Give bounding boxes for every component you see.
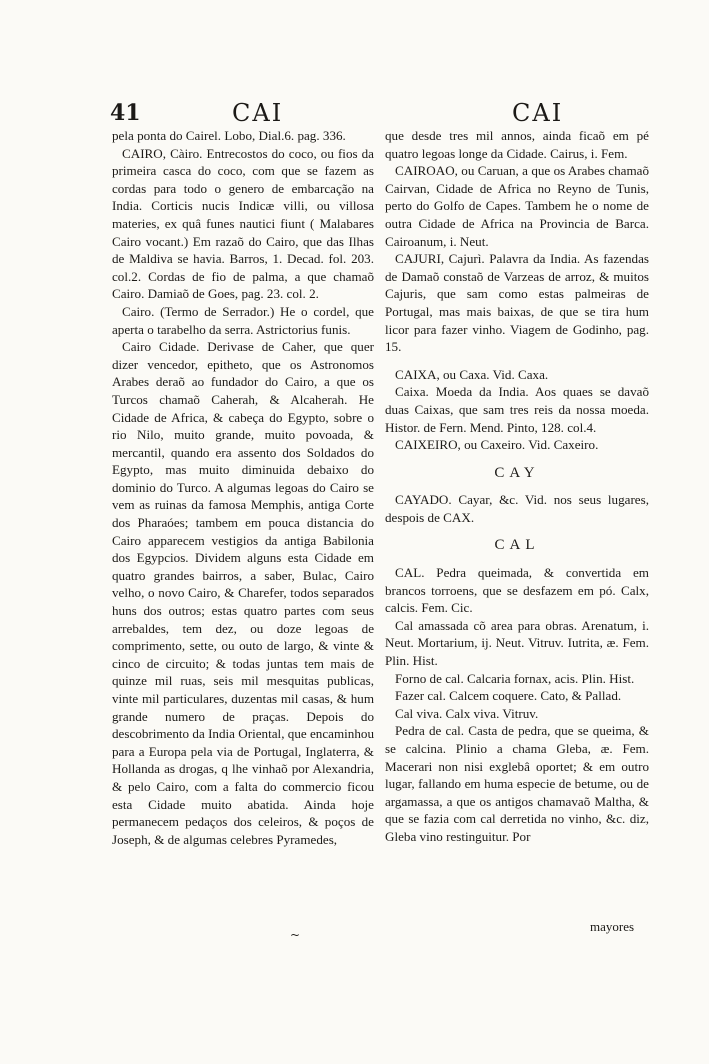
dictionary-entry: Cal amassada cõ area para obras. Arenatum, i. Neut. Mortarium, ij. Neut. Vitruv. Iutrita, æ. Fem. Plin. Hist. [385,617,649,669]
page-number: 41 [110,100,141,126]
dictionary-entry: CAIXEIRO, ou Caxeiro. Vid. Caxeiro. [395,437,599,453]
dictionary-entry: CAIRO, Càiro. Entrecostos do coco, ou fios da primeira casca do coco, com que se fazem as cordas para todo o genero de embarcação na India. Corticis nucis Indicæ villi, ou villosa materies, ex quâ funes nautici fiunt ( Malabares Cairo vocant.) Em razaõ do Cairo, que das Ilhas de Maldiva se havia. Barros, 1. Decad. fol. 203. col.2. Cordas de fio de palma, a que chamaõ Cairo. Damiaõ de Goes, pag. 23. col. 2. [112,145,374,302]
ornament-mark: ~ [290,928,301,942]
dictionary-entry: Forno de cal. Calcaria fornax, acis. Plin. Hist. [395,670,635,686]
dictionary-entry: CAIXA, ou Caxa. Vid. Caxa. [395,366,549,382]
catchword: mayores [590,919,635,934]
section-heading-cay: CAY [494,464,540,481]
dictionary-entry: pela ponta do Cairel. Lobo, Dial.6. pag. 336. [112,128,346,143]
dictionary-entry: que desde tres mil annos, ainda ficaõ em pé quatro legoas longe da Cidade. Cairus, i. Fem. [385,128,649,161]
dictionary-entry: CAJURI, Cajurì. Palavra da India. As fazendas de Damaõ constaõ de Varzeas de arroz, & muitos Cajuris, que sam como estas palmeiras de Portugal, mas mais baixas, de que se tira hum licor para fazer vinho. Viagem de Godinho, pag. 15. [385,251,649,355]
left-column [112,127,374,848]
dictionary-entry: CAYADO. Cayar, &c. Vid. nos seus lugares, despois de CAX. [385,492,649,525]
dictionary-entry: CAL. Pedra queimada, & convertida em brancos torroens, que se desfazem em pó. Calx, calcis. Fem. Cic. [385,565,649,616]
dictionary-entry: CAIROAO, ou Caruan, a que os Arabes chamaõ Cairvan, Cidade de Africa no Reyno de Tunis, perto do Golfo de Capes. Tambem he o nome de outra Cidade de Africa na Provincia de Barca. Cairoanum, i. Neut. [385,163,649,249]
right-column [385,127,649,846]
dictionary-entry: Cairo. (Termo de Serrador.) He o cordel, que aperta o tarabelho da serra. Astrictorius funis. [112,303,374,337]
dictionary-entry: Fazer cal. Calcem coquere. Cato, & Pallad. [395,688,622,704]
dictionary-entry: Cal viva. Calx viva. Vitruv. [395,705,539,721]
dictionary-entry: Caixa. Moeda da India. Aos quaes se davaõ duas Caixas, que sam tres reis da nossa moeda. Histor. de Fern. Mend. Pinto, 128. col.4. [385,384,649,435]
running-head-left: CAI [232,99,284,127]
section-heading-cal: CAL [494,537,540,554]
running-head-right: CAI [512,99,564,127]
dictionary-entry: Pedra de cal. Casta de pedra, que se queima, & se calcina. Plinio a chama Gleba, æ. Fem. Macerari non nisi exglebâ oportet; & em outro lugar, fallando em huma especie de betume, ou de argamassa, a que os antigos chamavaõ Maltha, & que se fazia com cal derretida no vinho, &c. diz, Gleba vino restinguitur. Por [385,723,649,844]
dictionary-entry: Cairo Cidade. Derivase de Caher, que quer dizer vencedor, epitheto, que os Astronomos Arabes deraõ ao fundador do Cairo, a que os Turcos chamaõ Caherah, & Alcaherah. He Cidade de Africa, & cabeça do Egypto, sobre o rio Nilo, muito grande, muito povoada, & mercantil, quando era assento dos Soldados do Egypto, mas muito diminuida debaixo do dominio do Turco. A algumas legoas do Cairo se vem as ruinas da famosa Memphis, antiga Corte dos Pharaóes; tambem em pouca distancia do Cairo apparecem vestigios da antiga Babilonia dos Egypcios. Dividem alguns esta Cidade em quatro grandes bairros, a saber, Bulac, Cairo velho, o novo Cairo, & Charefer, todos separados huns dos outros; estas quatro partes com seus arrebaldes, tem dez, ou doze legoas de comprimento, sette, ou outo de largo, & vinte & cinco de circuito; & todas juntas tem mais de quinze mil ruas, seis mil mesquitas publicas, vinte mil particulares, duzentas mil casas, & hum grande numero de praças. Depois do descobrimento da India Oriental, que encaminhou para a Europa pela via de Portugal, Inglaterra, & Hollanda as drogas, q lhe vinhaõ por Alexandria, & pelo Cairo, com a falta do commercio ficou esta Cidade muito abatida. Ainda hoje permanecem pedaços dos celeiros, & poços de Joseph, & de algumas celebres Pyramedes, [112,339,374,847]
